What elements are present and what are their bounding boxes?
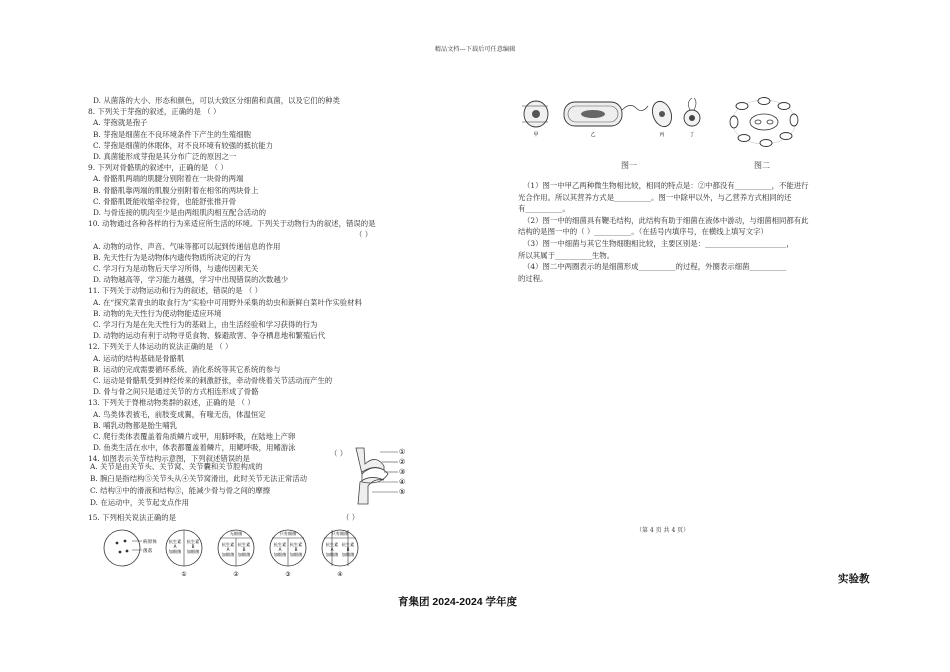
plate3-left-3: 加细菌 bbox=[221, 552, 235, 557]
plate4-right-2: B bbox=[294, 547, 298, 552]
right-line-8: 的过程。 bbox=[518, 273, 548, 283]
left-line-1: 8. 下列关于芽孢的叙述，正确的是 （ ） bbox=[88, 107, 221, 117]
joint-label-2: ② bbox=[399, 458, 406, 466]
page-header: 精品文档---下载后可任意编辑 bbox=[434, 46, 516, 53]
plate5-left-1: 抗生素 bbox=[325, 542, 339, 547]
left-line-19: B. 动物的先天性行为使动物能适应环境 bbox=[93, 308, 222, 318]
figure-one-caption: 图一 bbox=[621, 161, 637, 170]
fig1-label-ding: 丁 bbox=[689, 132, 695, 138]
q14-option-c: C. 结构③中的滑液和结构⑤，能减少骨与骨之间的摩擦 bbox=[90, 486, 271, 495]
fig1-label-jia: 甲 bbox=[533, 132, 539, 138]
plate3-top: 无细菌 bbox=[229, 531, 243, 536]
plate5-number: ④ bbox=[337, 571, 343, 578]
q15-bracket: （ ） bbox=[342, 513, 360, 522]
left-line-23: A. 运动的结构基础是骨骼肌 bbox=[93, 353, 185, 363]
left-line-4: C. 芽孢是细菌的休眠体，对不良环境有较强的抵抗能力 bbox=[93, 140, 274, 150]
fig1-ding-cell bbox=[684, 98, 700, 126]
plate5-right-1: 抗生素 bbox=[341, 542, 355, 547]
left-line-17: 11. 下列关于动物运动和行为的叙述，错误的是 （ ） bbox=[88, 286, 263, 296]
left-line-25: C. 运动是骨骼肌受到神经传来的刺激舒张，牵动骨绕着关节活动而产生的 bbox=[93, 376, 333, 385]
left-line-11: 10. 动物通过各种各样的行为来适应所生活的环境。下列关于动物行为的叙述，错误的是 bbox=[88, 219, 376, 229]
plate-1 bbox=[104, 530, 140, 566]
plate2-left-2: A bbox=[173, 544, 177, 549]
left-line-24: B. 运动的完成需要循环系统、消化系统等其它系统的参与 bbox=[93, 364, 281, 374]
left-line-3: B. 芽孢是细菌在不良环境条件下产生的生殖细胞 bbox=[93, 129, 251, 139]
plate4-right-1: 抗生素 bbox=[289, 542, 303, 547]
plate4-right-3: 加细菌 bbox=[289, 552, 303, 557]
right-line-2: 有__________。 bbox=[518, 204, 570, 214]
left-line-27: 13. 下列关于脊椎动物类群的叙述，正确的是 （ ） bbox=[88, 398, 255, 408]
left-line-18: A. 在“探究菜青虫的取食行为”实验中可用野外采集的幼虫和新鲜白菜叶作实验材料 bbox=[93, 297, 362, 307]
left-line-10: D. 与骨连接的肌肉至少是由两组肌肉相互配合活动的 bbox=[93, 208, 266, 217]
plate3-right-1: 抗生素 bbox=[237, 542, 251, 547]
joint-upper-bone bbox=[356, 448, 384, 474]
left-line-5: D. 真菌能形成芽孢是其分布广泛的原因之一 bbox=[93, 152, 237, 161]
footer-right-text: 实验教 bbox=[838, 573, 870, 585]
joint-diagram bbox=[350, 446, 410, 508]
plate2-right-2: B bbox=[191, 544, 195, 549]
plate4-top: 只有细菌 bbox=[279, 531, 297, 536]
joint-label-4: ④ bbox=[399, 478, 406, 486]
plate-label-pathogen: 病原体 bbox=[143, 540, 157, 545]
left-line-31: D. 鱼类生活在水中，体表都覆盖着鳞片，用鳃呼吸，用鳍游泳 bbox=[93, 443, 296, 453]
left-line-8: B. 骨骼肌靠两端的肌腹分别附着在相邻的两块骨上 bbox=[93, 185, 259, 195]
figure-two bbox=[726, 96, 802, 148]
left-line-15: C. 学习行为是动物后天学习所得，与遗传因素无关 bbox=[93, 264, 259, 273]
left-line-2: A. 芽孢就是孢子 bbox=[93, 118, 148, 128]
left-line-29: B. 哺乳动物都是胎生哺乳 bbox=[93, 420, 178, 430]
left-line-22: 12. 下列关于人体运动的说法正确的是 （ ） bbox=[88, 342, 233, 352]
right-line-4: 结构的是图一中的（ ）__________。（在括号内填序号，在横线上填写文字） bbox=[518, 227, 768, 237]
right-line-0: （1）图一中甲乙两种微生物相比较，相同的特点是：②中都没有__________，不能进行 bbox=[523, 181, 809, 190]
right-line-1: 光合作用。所以其营养方式是__________。图一中除甲以外，与乙营养方式相同的还 bbox=[518, 192, 792, 202]
plate4-left-1: 抗生素 bbox=[273, 542, 287, 547]
fig1-label-bing: 丙 bbox=[659, 132, 665, 138]
left-line-13: A. 动物的动作、声音、气味等都可以起到传递信息的作用 bbox=[93, 241, 281, 251]
q14-option-a: A. 关节是由关节头、关节窝、关节囊和关节腔构成的 bbox=[90, 462, 263, 471]
plate3-right-3: 加细菌 bbox=[237, 552, 251, 557]
plate5-left-2: A bbox=[330, 547, 334, 552]
left-line-16: D. 动物越高等，学习能力越强，学习中出现错误的次数越少 bbox=[93, 275, 289, 285]
fig1-yi-bacterium bbox=[564, 102, 648, 126]
figure-two-caption: 图二 bbox=[754, 161, 770, 170]
left-line-7: A. 骨骼肌两端的肌腱分别附着在一块骨的两端 bbox=[93, 174, 244, 184]
left-line-14: B. 先天性行为是动物体内遗传物质所决定的行为 bbox=[93, 252, 251, 262]
q14-option-d: D. 在运动中，关节起支点作用 bbox=[90, 498, 190, 507]
joint-label-3: ③ bbox=[399, 468, 406, 476]
plate5-top: 只有细菌 bbox=[331, 531, 349, 536]
left-line-30: C. 爬行类体表覆盖着角质鳞片或甲，用肺呼吸，在陆地上产卵 bbox=[93, 432, 296, 441]
left-line-26: D. 骨与骨之间只是通过关节的方式相连形成了骨骼 bbox=[93, 387, 259, 397]
plate5-right-2: B bbox=[346, 547, 350, 552]
plate2-number: ① bbox=[181, 571, 187, 578]
plate3-number: ② bbox=[233, 571, 239, 578]
left-line-12: （ ） bbox=[355, 230, 373, 240]
q15-question: 15. 下列相关说法正确的是 bbox=[88, 513, 177, 522]
right-line-3: （2）图一中的细菌具有鞭毛结构，此结构有助于细菌在液体中游动，与细菌相同都有此 bbox=[523, 215, 809, 225]
left-line-20: C. 学习行为是在先天性行为的基础上，由生活经验和学习获得的行为 bbox=[93, 320, 318, 329]
q14-option-b: B. 腕臼是指结构⑤关节头从④关节窝滑出，此时关节无法正常活动 bbox=[90, 474, 308, 483]
plate-label-colony: 菌落 bbox=[143, 549, 153, 554]
plate2-left-1: 抗生素 bbox=[168, 539, 182, 544]
plate2-right-1: 抗生素 bbox=[186, 539, 200, 544]
plate5-left-3: 加细菌 bbox=[325, 552, 339, 557]
left-line-6: 9. 下列对骨骼肌的叙述中，正确的是 （ ） bbox=[88, 163, 228, 173]
left-line-28: A. 鸟类体表被毛，前肢变成翼，有喙无齿，体温恒定 bbox=[93, 409, 266, 419]
plate2-right-3: 加细菌 bbox=[186, 549, 200, 554]
plate5-right-3: 加细菌 bbox=[341, 552, 355, 557]
plate4-left-3: 加细菌 bbox=[273, 552, 287, 557]
plate3-left-1: 抗生素 bbox=[221, 542, 235, 547]
fig1-jia-cell bbox=[522, 101, 548, 127]
right-line-7: （4）图二中两圈表示的是细菌形成__________的过程，外圈表示细菌__________ bbox=[523, 262, 787, 272]
right-line-6: 所以其属于__________生物。 bbox=[518, 250, 615, 260]
q15-figure bbox=[100, 526, 370, 578]
page-number: （第 4 页 共 4 页） bbox=[636, 527, 690, 534]
plate4-left-2: A bbox=[278, 547, 282, 552]
plate3-left-2: A bbox=[226, 547, 230, 552]
joint-label-5: ⑤ bbox=[399, 488, 406, 496]
figure-one bbox=[520, 96, 720, 144]
footer-center-text: 育集团 2024-2024 学年度 bbox=[398, 596, 518, 608]
left-line-9: C. 骨骼肌既能收缩牵拉骨，也能舒张推开骨 bbox=[93, 196, 237, 206]
plate4-number: ③ bbox=[285, 571, 291, 578]
fig1-label-yi: 乙 bbox=[590, 132, 596, 138]
plate2-left-3: 加细菌 bbox=[168, 549, 182, 554]
joint-label-1: ① bbox=[399, 448, 406, 456]
q14-bracket: （ ） bbox=[330, 449, 348, 458]
fig1-bing-cell bbox=[649, 99, 675, 130]
plate3-right-2: B bbox=[242, 547, 246, 552]
right-line-5: （3）图一中细菌与其它生物细胞相比较，主要区别是：______________________， bbox=[523, 239, 794, 248]
left-line-32: 14. 如图表示关节结构示意图，下列叙述错误的是 bbox=[88, 454, 250, 464]
left-line-21: D. 动物的运动有利于动物寻觅食物、躲避敌害、争夺栖息地和繁殖后代 bbox=[93, 331, 326, 341]
left-line-0: D. 从菌落的大小、形态和颜色，可以大致区分细菌和真菌，以及它们的种类 bbox=[93, 96, 340, 105]
